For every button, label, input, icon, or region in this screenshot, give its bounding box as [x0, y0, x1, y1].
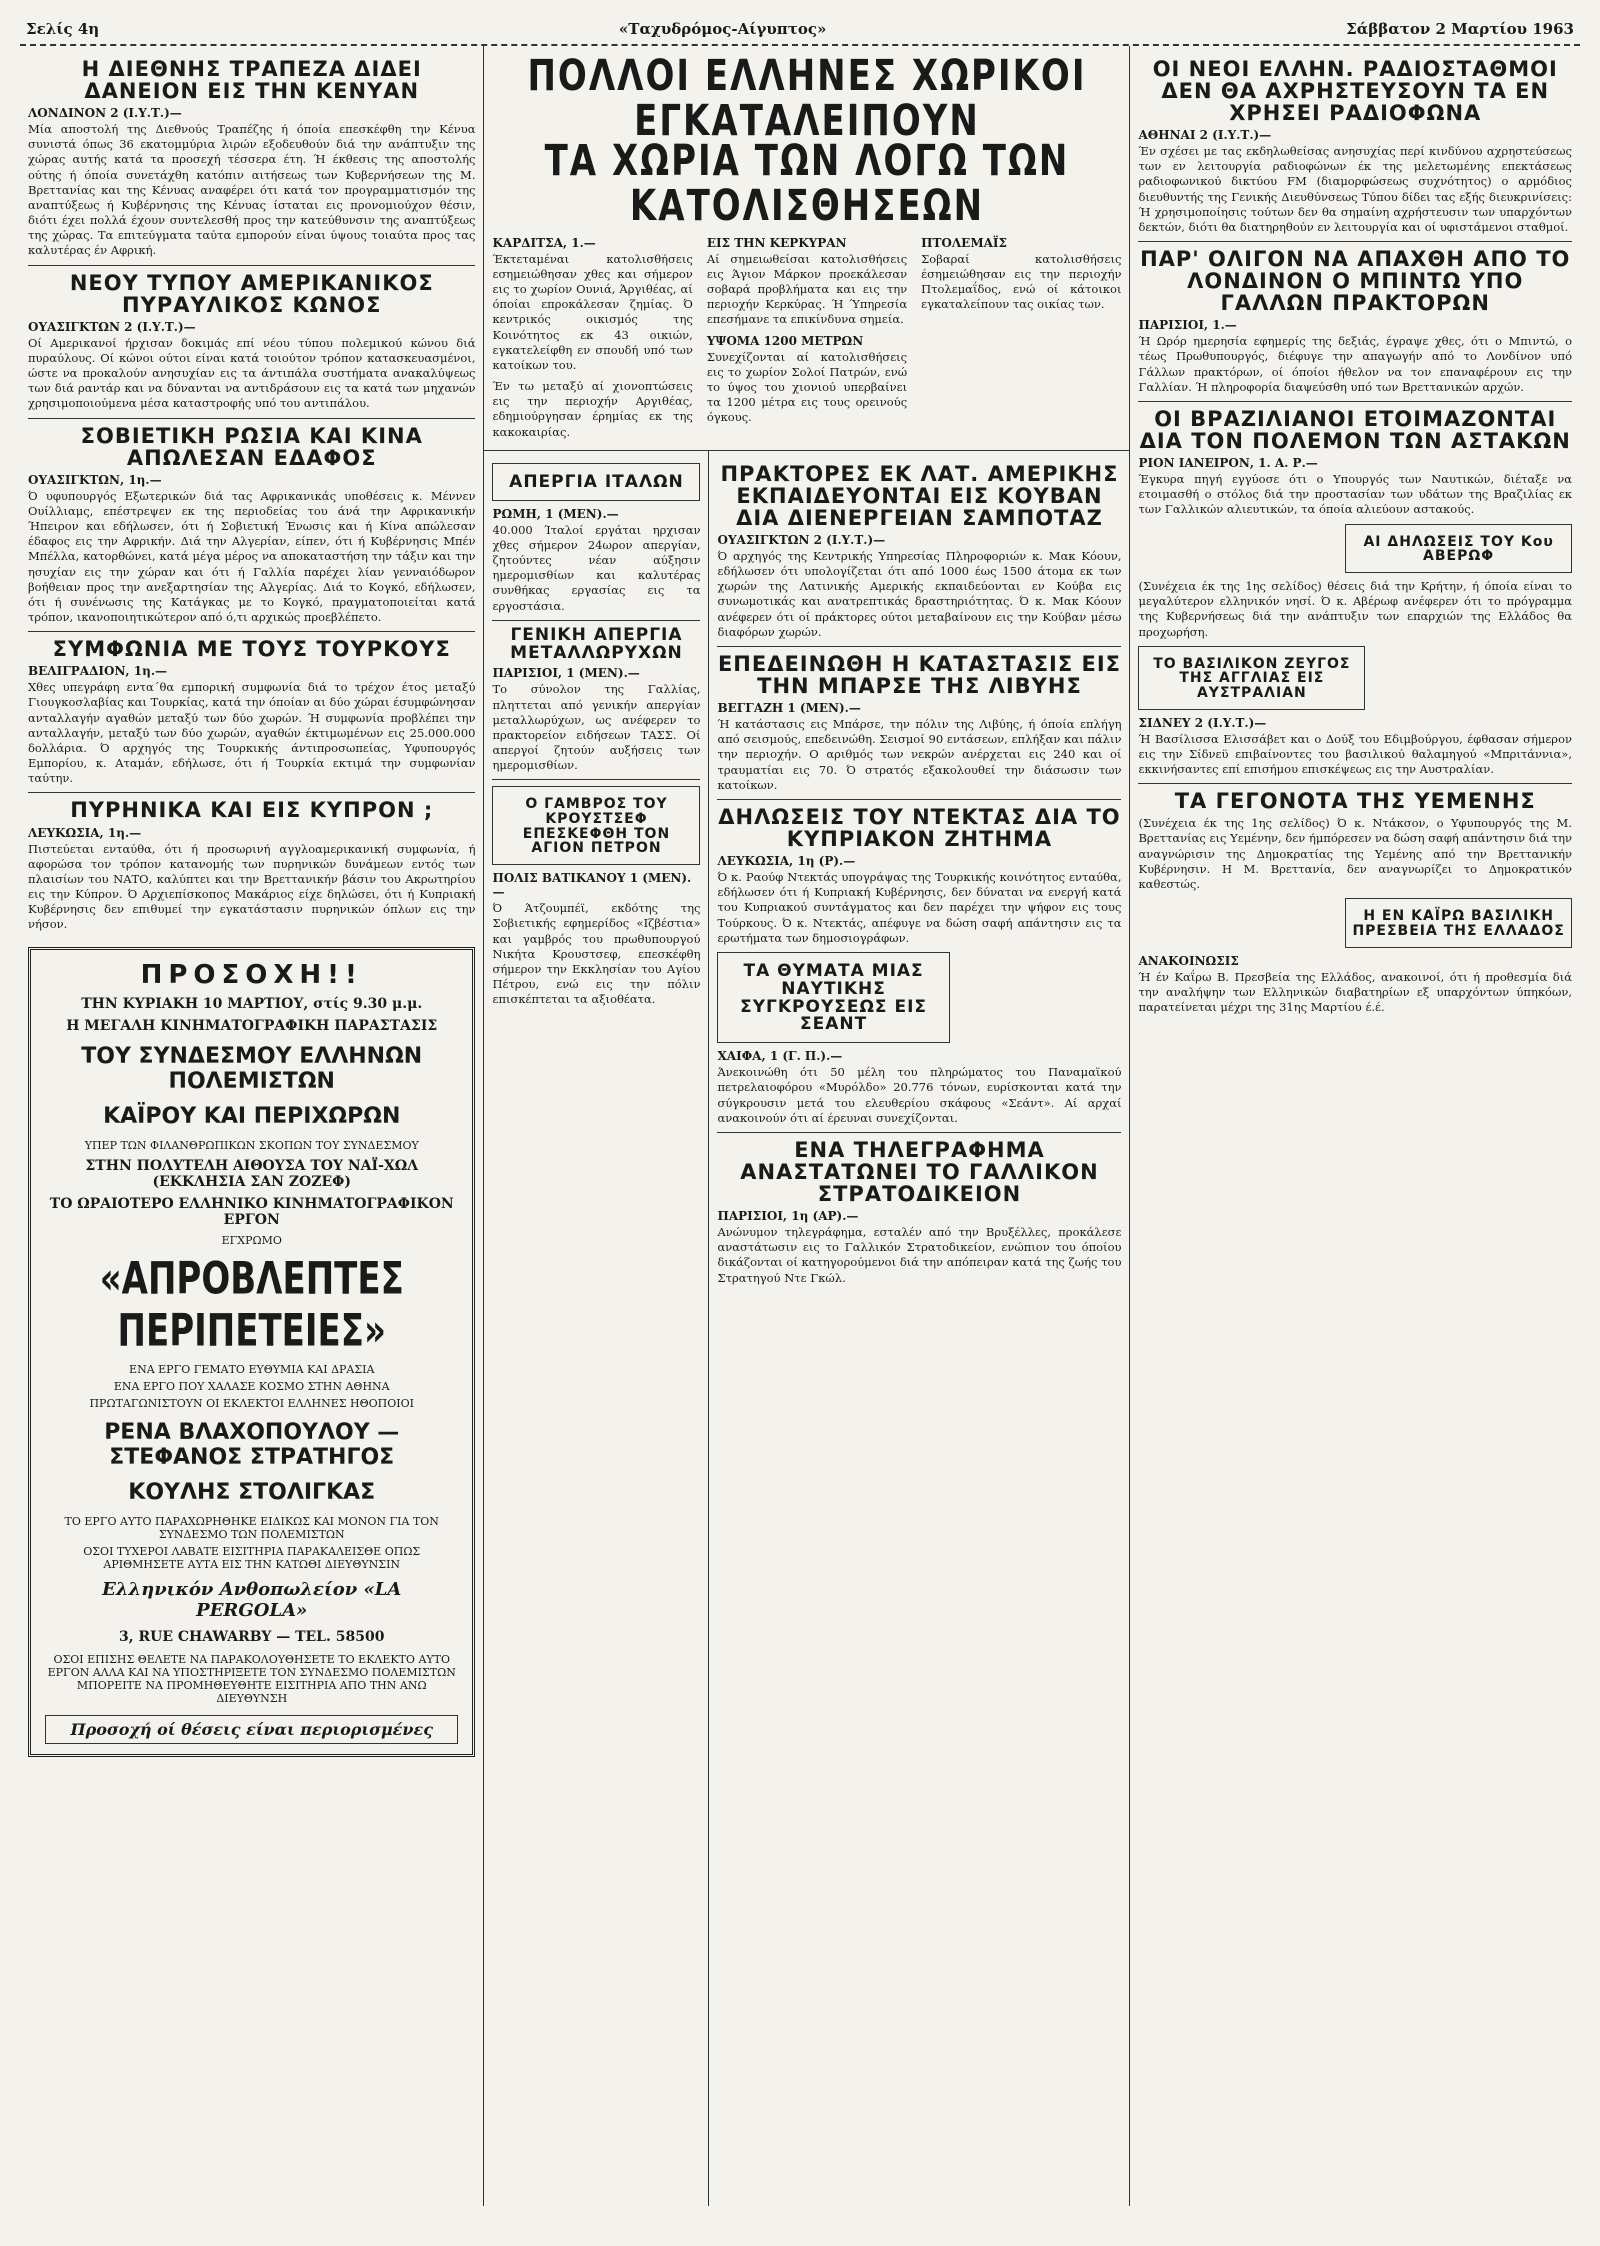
column-4 — [1130, 46, 1580, 2206]
article-body: Ό κ. Ραούφ Ντεκτάς υπογράψας της Τουρκικής κοινότητος ενταύθα, εδήλωσεν ότι ή Κυπριακή Κυβέρνησις, δεν δύναται να ενεργή κατά του Κυπριακού συντάγματος και δεν παρέχει την ψήφον εις τους Τούρκους. Ό κ. Ντεκτάς, απέφυγε να δώση σαφή απάντησιν εις τα ερωτήματα των δημοσιογράφων. — [717, 870, 1122, 945]
headline: ΣΟΒΙΕΤΙΚΗ ΡΩΣΙΑ ΚΑΙ ΚΙΝΑ ΑΠΩΛΕΣΑΝ ΕΔΑΦΟΣ — [80, 423, 423, 470]
article-body: Έκτεταμέναι κατολισθήσεις εσημειώθησαν χθες και σήμερον εις το χωρίον Ουνιά, Άργιθέας, αί όποίαι επροκάλεσαν ζημίας. Ό κεντρικός οικισμός της Κοινότητος εκ 43 οικιών, εγκατελείφθη εν σπουδή υπό των κατοίκων του. — [492, 251, 693, 372]
dateline: ΛΕΥΚΩΣΙΑ, 1η.— — [28, 825, 142, 840]
headline: ΠΑΡ' ΟΛΙΓΟΝ ΝΑ ΑΠΑΧΘΗ ΑΠΟ ΤΟ ΛΟΝΔΙΝΟΝ Ο ΜΠΙΝΤΩ ΥΠΟ ΓΑΛΛΩΝ ΠΡΑΚΤΟΡΩΝ — [1140, 247, 1571, 316]
headline: ΣΥΜΦΩΝΙΑ ΜΕ ΤΟΥΣ ΤΟΥΡΚΟΥΣ — [52, 637, 451, 662]
paper-name: «Ταχυδρόμος-Αίγυπτος» — [618, 20, 827, 38]
article-body: Ανώνυμον τηλεγράφημα, εσταλέν από την Βρυξέλλες, προκάλεσε αναστάτωσιν εις το Γαλλικόν Στρατοδικείον, ενώπιον του όποίου δικάζονται οί κατηγορούμενοι διά την απόπειραν κατά της ζωής του Στρατηγού Ντε Γκώλ. — [717, 1225, 1122, 1285]
ad-line: Η ΜΕΓΑΛΗ ΚΙΝΗΜΑΤΟΓΡΑΦΙΚΗ ΠΑΡΑΣΤΑΣΙΣ — [66, 1017, 438, 1034]
article-body: 40.000 Ίταλοί εργάται ηρχισαν χθες σήμερον 24ωρον απεργίαν, ζητούντες νέαν αύξησιν ημερομισθίων και καλυτέρας συνθήκας εργασίας εις τα εργοστάσια. — [492, 522, 701, 613]
ad-headline: ΠΡΟΣΟΧΗ!! — [140, 959, 363, 990]
dateline: ΛΕΥΚΩΣΙΑ, 1η (Ρ).— — [717, 854, 856, 869]
ad-actors: ΡΕΝΑ ΒΛΑΧΟΠΟΥΛΟΥ — ΣΤΕΦΑΝΟΣ ΣΤΡΑΤΗΓΟΣ — [104, 1419, 400, 1470]
article-body: Αί σημειωθείσαι κατολισθήσεις εις Άγιον Μάρκον προεκάλεσαν σοβαρά προβλήματα και εις την περιοχήν Κερκύρας. Ή Ύπηρεσία επεσήμανε τα επικίνδυνα σημεία. — [706, 251, 908, 327]
article-body: Μία αποστολή της Διεθνούς Τραπέζης ή όποία επεσκέφθη την Κένυα συνιστά όπως 36 εκατομμύρια λιρών εξοδευθούν διά την ανάπτυξιν της χώρας αυτής κατά τα προσεχή τέσσερα έτη. Ή έκθεσις της αποστολής ούτης ή όποία συνετάχθη κατόπιν αιτήσεως των Κυβερνήσεων της Μ. Βρεττανίας και της Κένυας αναφέρει ότι κατά τον προγραμματισμόν της αναπτύξεως ή Κυβέρνησις της Κένυας ίσταται εις προνομιούχον θέσιν, διότι έχει πολλά έχουν συντελεσθή προς την κατεύθυνσιν της αναπτύξεως της χώρας. Τα επιτεύγματα ταύτα εμπορούν είναι ύψους τοιαύτα προς τας καλυτέρας έν Αφρική. — [28, 122, 476, 258]
article — [28, 799, 475, 932]
masthead — [20, 14, 1580, 46]
dateline: ΡΙΟΝ ΙΑΝΕΙΡΟΝ, 1. Α. Ρ.— — [1138, 456, 1318, 471]
dateline: ΣΙΔΝΕΥ 2 (Ι.Υ.Τ.)— — [1138, 715, 1267, 730]
article — [28, 638, 475, 786]
headline: ΟΙ ΝΕΟΙ ΕΛΛΗΝ. ΡΑΔΙΟΣΤΑΘΜΟΙ ΔΕΝ ΘΑ ΑΧΡΗΣΤΕΥΣΟΥΝ ΤΑ ΕΝ ΧΡΗΣΕΙ ΡΑΔΙΟΦΩΝΑ — [1152, 57, 1558, 126]
dateline: ΟΥΑΣΙΓΚΤΩΝ, 1η.— — [28, 472, 162, 487]
ad-organizer: ΤΟΥ ΣΥΝΔΕΣΜΟΥ ΕΛΛΗΝΩΝ ΠΟΛΕΜΙΣΤΩΝ — [81, 1043, 423, 1094]
article-body: Ή έν Καΐρω Β. Πρεσβεία της Ελλάδος, ανακοινοί, ότι ή προθεσμία διά την αναλήψην των Ελληνικών διαβατηρίων εξ υπαρχόντων ύπηκόων, παρατείνεται μέχρι της 31ης Μαρτίου έ.έ. — [1138, 969, 1572, 1014]
headline: ΕΠΕΔΕΙΝΩΘΗ Η ΚΑΤΑΣΤΑΣΙΣ ΕΙΣ ΤΗΝ ΜΠΑΡΣΕ ΤΗΣ ΛΙΒΥΗΣ — [717, 651, 1122, 699]
headline: ΔΗΛΩΣΕΙΣ ΤΟΥ ΝΤΕΚΤΑΣ ΔΙΑ ΤΟ ΚΥΠΡΙΑΚΟΝ ΖΗΤΗΜΑ — [718, 804, 1121, 851]
page-number: Σελίς 4η — [26, 20, 100, 38]
headline: ΝΕΟΥ ΤΥΠΟΥ ΑΜΕΡΙΚΑΝΙΚΟΣ ΠΥΡΑΥΛΙΚΟΣ ΚΩΝΟΣ — [69, 270, 434, 317]
article-body: Ό Άτζουμπέϊ, εκδότης της Σοβιετικής εφημερίδος «Ιζβέστια» και γαμβρός του πρωθυπουργού Νικήτα Κρουστσεφ, επεσκέφθη σήμερον την Εκκλησίαν του Αγίου Πέτρου, ενώ εις την πόλιν επισκέπτεται τα αξιοθέατα. — [492, 901, 701, 1007]
column-2 — [484, 451, 709, 2206]
dateline: ΟΥΑΣΙΓΚΤΩΝ 2 (Ι.Υ.Τ.)— — [28, 319, 196, 334]
article-body: Έγκυρα πηγή εγγύοσε ότι ο Υπουργός των Ναυτικών, διέταξε να ετοιμασθή ο στόλος διά την προστασίαν των υδάτων της Βραζιλίας εκ των Γαλλικών αλιευτικών, τα όποία αλιεύουν αστακούς. — [1138, 472, 1572, 517]
article — [28, 272, 475, 412]
article-body: Ή Βασίλισσα Ελισσάβετ και ο Δούξ του Εδιμβούργου, έφθασαν σήμερον εις την Σίδνεϋ επιβαίνοντες του βασιλικού θαλαμηγού «Μπριτάννια», εκκινήσαντες επί επισήμου επισκέψεως εις την Αυστραλίαν. — [1138, 731, 1572, 777]
headline: ΤΟ ΒΑΣΙΛΙΚΟΝ ΖΕΥΓΟΣ ΤΗΣ ΑΓΓΛΙΑΣ ΕΙΣ ΑΥΣΤΡΑΛΙΑΝ — [1153, 655, 1351, 702]
ad-venue: ΣΤΗΝ ΠΟΛΥΤΕΛΗ ΑΙΘΟΥΣΑ ΤΟΥ ΝΑΪ-ΧΩΛ (ΕΚΚΛΗΣΙΑ ΣΑΝ ΖΟΖΕΦ) — [85, 1157, 419, 1190]
article-body: (Συνέχεια έκ της 1ης σελίδος) Ό κ. Ντάκσον, ο Υφυπουργός της Μ. Βρεττανίας εις Υεμένην, δεν ήμπόρεσεν να δώση σαφή απάντησιν διά την αναγνώρισιν της Δημοκρατίας της Υεμένης από την Βρεττανικήν Κυβέρνησιν. Η Μ. Βρεττανία, δεν αναγνωρίζει το Δημοκρατικόν καθεστώς. — [1138, 816, 1572, 891]
dateline: ΠΑΡΙΣΙΟΙ, 1.— — [1138, 318, 1237, 333]
dateline: ΒΕΓΓΑΖΗ 1 (ΜΕΝ).— — [717, 701, 861, 716]
article-body: Έν τω μεταξύ αί χιονοπτώσεις εις την περιοχήν Αργιθέας, εδημιούργησαν έρημίας εκ της κακοκαιρίας. — [492, 379, 693, 439]
article-body: (Συνέχεια έκ της 1ης σελίδος) θέσεις διά την Κρήτην, ή όποία είναι το μεγαλύτερον ελληνικόν νησί. Ό κ. Αβέρωφ ανέφερεν ότι το πρόγραμμα της Κυβερνήσεως διά την ανάπτυξιν των επαρχιών της Ελλάδος θα προχωρήση. — [1138, 578, 1572, 639]
dateline: ΑΝΑΚΟΙΝΩΣΙΣ — [1138, 953, 1239, 968]
main-headline-block — [484, 46, 1129, 451]
ad-line: ΟΣΟΙ ΕΠΙΣΗΣ ΘΕΛΕΤΕ ΝΑ ΠΑΡΑΚΟΛΟΥΘΗΣΕΤΕ ΤΟ ΕΚΛΕΚΤΟ ΑΥΤΟ ΕΡΓΟΝ ΑΛΛΑ ΚΑΙ ΝΑ ΥΠΟΣΤΗΡΙΞΕΤΕ ΤΟΝ ΣΥΝΔΕΣΜΟ ΠΟΛΕΜΙΣΤΩΝ ΜΠΟΡΕΙΤΕ ΝΑ ΠΡΟΜΗΘΕΥΘΗΤΕ ΕΙΣΙΤΗΡΙΑ ΑΠΟ ΤΗΝ ΑΝΩ ΔΙΕΥΘΥΝΣΗ — [47, 1652, 456, 1705]
main-headline-2: ΤΑ ΧΩΡΙΑ ΤΩΝ ΛΟΓΩ ΤΩΝ ΚΑΤΟΛΙΣΘΗΣΕΩΝ — [544, 136, 1070, 232]
article-body: Ή κατάστασις εις Μπάρσε, την πόλιν της Λιβύης, ή όποία επλήγη από σεισμούς, επεδεινώθη. Σεισμοί 90 εντάσεων, επλήξαν και πάλιν την περιοχήν. Ο αριθμός των νεκρών ανέρχεται εις 240 και οί τραυματίαι εις 70. Ό στρατός εξακολουθεί την διάσωσιν των κατοίκων. — [717, 717, 1122, 792]
article-body: Πιστεύεται ενταύθα, ότι ή προσωρινή αγγλοαμερικανική συμφωνία, ή αφορώσα τον τρόπον κατανομής των πυρηνικών δυνάμεων εντός των πλαισίων του ΝΑΤΟ, καλύπτει και την Βρεττανικήν βάσιν του Ακρωτηρίου εις την Κύπρον. Ό Αρχιεπίσκοπος Μακάριος είχε δηλώσει, ότι ή Κυπριακή Κυβέρνησις δεν επιθυμεί την εγκατάστασιν πυρηνικών όπλων εις την νήσον. — [28, 841, 476, 932]
headline: ΤΑ ΓΕΓΟΝΟΤΑ ΤΗΣ ΥΕΜΕΝΗΣ — [1174, 789, 1536, 814]
article-body: Συνεχίζονται αί κατολισθήσεις εις το χωρίον Σολοί Πατρών, ενώ το ύψος του χιονιού υπερβαίνει τα 1200 μέτρα εις τους ορεινούς όγκους. — [706, 349, 908, 425]
article-body: Ό αρχηγός της Κεντρικής Υπηρεσίας Πληροφοριών κ. Μακ Κόουν, εδήλωσεν ότι υπολογίζεται ότι από 1000 έως 1500 άτομα εκ των χωρών της Λατινικής Αμερικής εκπαιδεύονται εν Κούβα εις συνωμοτικάς και ανατρεπτικάς δραστηριότητας. Ό κ. Μακ Κόουν ανέφερεν ότι οί πράκτορες ούτοι μεταβαίνουν εις την Κούβαν μέσω διαφόρων χωρών. — [717, 548, 1122, 639]
dateline: ΑΘΗΝΑΙ 2 (Ι.Υ.Τ.)— — [1138, 128, 1272, 143]
article-body: Ό υφυπουργός Εξωτερικών διά τας Αφρικανικάς υποθέσεις κ. Μέννεν Ουίλλιαμς, επέστρεψεν εκ της περιοδείας του άνά την Αφρικανικήν Ήπειρον και εδήλωσεν, ότι ή Σοβιετική Ένωσις και ή Κίνα απώλεσαν έδαφος εις την Αφρικήν. Διά την Αλγερίαν, είπεν, ότι ή Κυβέρνησις Μπέν Μπέλλα, κατορθώνει, κατά μέγα μέρος να αποκαταστήση την τάξιν και την ησυχίαν εις την χώραν και ότι ή Γαλλία παρέχει λίαν γενναιόδωρον βοήθειαν προς την ανεξαρτησίαν της Αλγερίας. Διά το Κογκό, εδήλωσεν, ότι ή συνένωσις της Κατάγκας με το Κογκό, πραγματοποιείται κατά τρόπον, ικανοποιητικώτερον από ό,τι αρχικώς προεβλέπετο. — [28, 488, 476, 625]
ad-line: ΠΡΩΤΑΓΩΝΙΣΤΟΥΝ ΟΙ ΕΚΛΕΚΤΟΙ ΕΛΛΗΝΕΣ ΗΘΟΠΟΙΟΙ — [89, 1396, 414, 1410]
headline: ΑΠΕΡΓΙΑ ΙΤΑΛΩΝ — [509, 471, 684, 492]
headline: Ο ΓΑΜΒΡΟΣ ΤΟΥ ΚΡΟΥΣΤΣΕΦ ΕΠΕΣΚΕΦΘΗ ΤΟΝ ΑΓΙΟΝ ΠΕΤΡΟΝ — [522, 796, 671, 857]
column-3 — [709, 451, 1129, 2206]
headline: Η ΕΝ ΚΑΪΡΩ ΒΑΣΙΛΙΚΗ ΠΡΕΣΒΕΙΑ ΤΗΣ ΕΛΛΑΔΟΣ — [1352, 908, 1565, 939]
headline: ΕΝΑ ΤΗΛΕΓΡΑΦΗΜΑ ΑΝΑΣΤΑΤΩΝΕΙ ΤΟ ΓΑΛΛΙΚΟΝ ΣΤΡΑΤΟΔΙΚΕΙΟΝ — [740, 1137, 1099, 1207]
issue-date: Σάββατον 2 Μαρτίου 1963 — [1346, 20, 1574, 38]
dateline: ΠΟΛΙΣ ΒΑΤΙΚΑΝΟΥ 1 (ΜΕΝ).— — [492, 871, 692, 900]
main-headline: ΠΟΛΛΟΙ ΕΛΛΗΝΕΣ ΧΩΡΙΚΟΙ ΕΓΚΑΤΑΛΕΙΠΟΥΝ — [527, 51, 1087, 146]
ad-line: ΟΣΟΙ ΤΥΧΕΡΟΙ ΛΑΒΑΤΕ ΕΙΣΙΤΗΡΙΑ ΠΑΡΑΚΑΛΕΙΣΘΕ ΟΠΩΣ ΑΡΙΘΜΗΣΕΤΕ ΑΥΤΑ ΕΙΣ ΤΗΝ ΚΑΤΩΘΙ ΔΙΕΥΘΥΝΣΙΝ — [83, 1544, 421, 1571]
article-body: Ή Ωρόρ ημερησία εφημερίς της δεξιάς, έγραψε χθες, ότι ο Μπιντώ, ο τέως Πρωθυπουργός, διέφυγε την απαγωγήν από το Λονδίνον υπό Γάλλων πρακτόρων, οί όποίοι ήθελον να τον επαναφέρουν εις την Γαλλίαν. Ή πληροφορία διαψεύσθη υπό των Βρεττανικών αρχών. — [1138, 334, 1572, 394]
dateline: ΡΩΜΗ, 1 (ΜΕΝ).— — [492, 506, 619, 521]
dateline: ΒΕΛΙΓΡΑΔΙΟΝ, 1η.— — [28, 664, 168, 679]
subheading: ΕΙΣ ΤΗΝ ΚΕΡΚΥΡΑΝ — [706, 235, 847, 250]
headline: ΠΡΑΚΤΟΡΕΣ ΕΚ ΛΑΤ. ΑΜΕΡΙΚΗΣ ΕΚΠΑΙΔΕΥΟΝΤΑΙ ΕΙΣ ΚΟΥΒΑΝ ΔΙΑ ΔΙΕΝΕΡΓΕΙΑΝ ΣΑΜΠΟΤΑΖ — [720, 461, 1119, 530]
cinema-advertisement — [28, 947, 475, 1757]
newspaper-page — [20, 14, 1580, 2214]
subheading: ΥΨΟΜΑ 1200 ΜΕΤΡΩΝ — [706, 333, 864, 348]
headline: ΟΙ ΒΡΑΖΙΛΙΑΝΟΙ ΕΤΟΙΜΑΖΟΝΤΑΙ ΔΙΑ ΤΟΝ ΠΟΛΕΜΟΝ ΤΩΝ ΑΣΤΑΚΩΝ — [1139, 407, 1571, 454]
dateline: ΠΑΡΙΣΙΟΙ, 1η (ΑΡ).— — [717, 1209, 859, 1224]
headline: ΑΙ ΔΗΛΩΣΕΙΣ ΤΟΥ Κου ΑΒΕΡΩΦ — [1363, 533, 1554, 565]
headline: Η ΔΙΕΘΝΗΣ ΤΡΑΠΕΖΑ ΔΙΔΕΙ ΔΑΝΕΙΟΝ ΕΙΣ ΤΗΝ ΚΕΝΥΑΝ — [81, 57, 422, 104]
subheading: ΠΤΟΛΕΜΑΪΣ — [921, 235, 1008, 250]
column-1 — [20, 46, 484, 2206]
article — [28, 425, 475, 626]
article-body: Οί Αμερικανοί ήρχισαν δοκιμάς επί νέου τύπου πολεμικού κώνου διά πυραύλους. Οί κώνοι ούτοι είναι κατά τοιούτον τρόπον κατασκευασμένοι, ώστε να προκαλούν ανησυχίαν εις τα άντιπάλα συστήματα ανακαλύψεως των διά ραντάρ και να δύνανται να αντιδράσουν εις τα κατά των μηχανών χρησιμοποιούμενα μέσα καταστροφής υπό του αντιπάλου. — [28, 335, 476, 411]
article-body: Σοβαραί κατολισθήσεις έσημειώθησαν εις την περιοχήν Πτολεμαΐδος, ενώ οί κάτοικοι εγκαταλείπουν τας οικίας των. — [921, 251, 1122, 312]
ad-line: ΕΝΑ ΕΡΓΟ ΠΟΥ ΧΑΛΑΣΕ ΚΟΣΜΟ ΣΤΗΝ ΑΘΗΝΑ — [113, 1379, 390, 1393]
ad-date: ΤΗΝ ΚΥΡΙΑΚΗ 10 ΜΑΡΤΙΟΥ, στίς 9.30 μ.μ. — [81, 995, 423, 1012]
article-body: Έν σχέσει με τας εκδηλωθείσας ανησυχίας περί κινδύνου αχρηστεύσεως των εν λειτουργία ραδιοφώνων έκ της μελετωμένης επεκτάσεως ραδιοφωνικού δικτύου FM (διαμορφώσεως συχνότητος) ο αρμόδιος διευθυντής της Γενικής Διευθύνσεως Τύπου δίδει τας εξής διευκρινίσεις: Ή χρησιμοποίησις τούτων δεν θα σημαίνη αχρήστευσιν των υπαρχόντων δεκτών, διότι θα διατηρηθούν εν λειτουργία και οί υφιστάμενοι σταθμοί. — [1138, 144, 1572, 234]
ad-footer: Προσοχή οί θέσεις είναι περιορισμένες — [45, 1715, 458, 1744]
dateline: ΛΟΝΔΙΝΟΝ 2 (Ι.Υ.Τ.)— — [28, 106, 182, 121]
ad-organizer-2: ΚΑΪΡΟΥ ΚΑΙ ΠΕΡΙΧΩΡΩΝ — [103, 1103, 401, 1129]
ad-shop: Ελληνικόν Ανθοπωλείον «LA PERGOLA» — [102, 1578, 402, 1621]
dateline: ΠΑΡΙΣΙΟΙ, 1 (ΜΕΝ).— — [492, 666, 640, 681]
article — [28, 58, 475, 259]
ad-line: ΕΝΑ ΕΡΓΟ ΓΕΜΑΤΟ ΕΥΘΥΜΙΑ ΚΑΙ ΔΡΑΣΙΑ — [129, 1362, 375, 1376]
dateline: ΚΑΡΔΙΤΣΑ, 1.— — [492, 235, 596, 250]
ad-line: ΤΟ ΩΡΑΙΟΤΕΡΟ ΕΛΛΗΝΙΚΟ ΚΙΝΗΜΑΤΟΓΡΑΦΙΚΟΝ ΕΡΓΟΝ — [49, 1195, 454, 1228]
article-body: Χθες υπεγράφη εντα΄θα εμπορική συμφωνία διά το τρέχον έτος μεταξύ Γιουγκοσλαβίας και Τουρκίας, κατά την όποίαν αι δύο χώραι έσυμφώνησαν ανταλλαγήν αγαθών μεταξύ των δύο χωρών. Ή συμφωνία προβλέπει την ανταλλαγήν, μεταξύ των δύο χωρών, αγαθών έκτιμωμένων εις 25.000.000 δολλάρια. Ό αρχηγός της Τουρκικής άντιπροσωπείας, Υφυπουργός Εμπορίου, κ. Αταμάν, εδήλωσε, ότι ή Τουρκία εκτιμά την συμφωνίαν ταύτην. — [28, 680, 476, 786]
article-body: Το σύνολον της Γαλλίας, πληττεται από γενικήν απεργίαν μεταλλωρύχων, ως ανέφερεν το πρακτορείον ειδήσεων ΤΑΣΣ. Οί απεργοί ζητούν αυξήσεις των ημερομισθίων. — [492, 682, 701, 773]
ad-line: ΤΟ ΕΡΓΟ ΑΥΤΟ ΠΑΡΑΧΩΡΗΘΗΚΕ ΕΙΔΙΚΩΣ ΚΑΙ ΜΟΝΟΝ ΓΙΑ ΤΟΝ ΣΥΝΔΕΣΜΟ ΤΩΝ ΠΟΛΕΜΙΣΤΩΝ — [64, 1514, 439, 1541]
film-title: «ΑΠΡΟΒΛΕΠΤΕΣ ΠΕΡΙΠΕΤΕΙΕΣ» — [99, 1252, 404, 1357]
dateline: ΧΑΙΦΑ, 1 (Γ. Π.).— — [717, 1049, 843, 1064]
headline: ΤΑ ΘΥΜΑΤΑ ΜΙΑΣ ΝΑΥΤΙΚΗΣ ΣΥΓΚΡΟΥΣΕΩΣ ΕΙΣ ΣΕΑΝΤ — [740, 960, 928, 1035]
dateline: ΟΥΑΣΙΓΚΤΩΝ 2 (Ι.Υ.Τ.)— — [717, 532, 886, 547]
ad-line: ΕΓΧΡΩΜΟ — [221, 1233, 282, 1247]
ad-line: ΥΠΕΡ ΤΩΝ ΦΙΛΑΝΘΡΩΠΙΚΩΝ ΣΚΟΠΩΝ ΤΟΥ ΣΥΝΔΕΣΜΟΥ — [84, 1138, 419, 1152]
ad-address: 3, RUE CHAWARBY — TEL. 58500 — [119, 1628, 385, 1645]
article-body: Άνεκοινώθη ότι 50 μέλη του πληρώματος του Παναμαϊκού πετρελαιοφόρου «Μυρόλδο» 20.776 τόνων, ευρίσκονται κατά την σύγκρουσιν μετά του ελευθερίου σκάφους «Σεάντ». Αί αρχαί ανακοινούν ότι αί έρευναι συνεχίζονται. — [717, 1065, 1122, 1125]
headline: ΠΥΡΗΝΙΚΑ ΚΑΙ ΕΙΣ ΚΥΠΡΟΝ ; — [70, 798, 434, 823]
headline: ΓΕΝΙΚΗ ΑΠΕΡΓΙΑ ΜΕΤΑΛΛΩΡΥΧΩΝ — [510, 624, 683, 663]
ad-actors-2: ΚΟΥΛΗΣ ΣΤΟΛΙΓΚΑΣ — [128, 1479, 376, 1505]
